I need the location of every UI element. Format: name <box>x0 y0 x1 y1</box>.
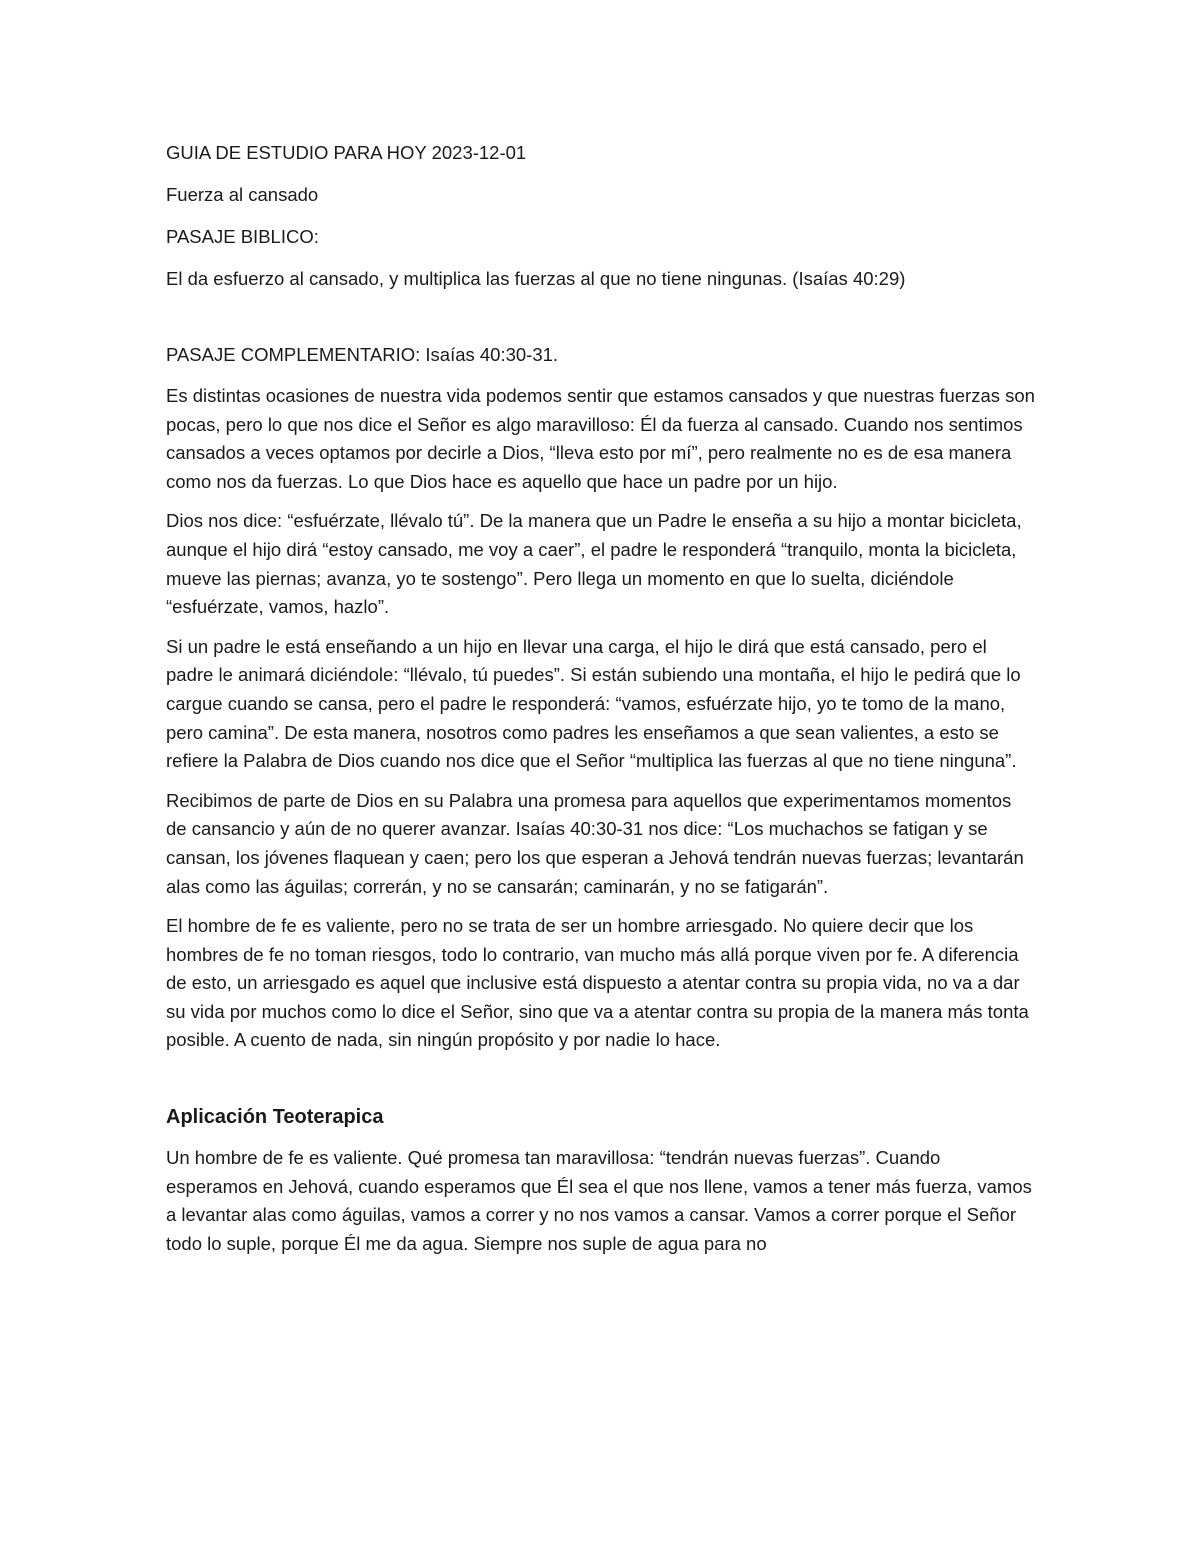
body-paragraph: Es distintas ocasiones de nuestra vida podemos sentir que estamos cansados y que nuestras fuerzas son pocas, pero lo que nos dice el Señor es algo maravilloso: Él da fuerza al cansado. Cuando nos sentimos cansados a veces optamos por decirle a Dios, “lleva esto por mí”, pero realmente no es de esa manera como nos da fuerzas. Lo que Dios hace es aquello que hace un padre por un hijo. <box>166 385 1035 492</box>
body-paragraph: Recibimos de parte de Dios en su Palabra una promesa para aquellos que experimentamos momentos de cansancio y aún de no querer avanzar. Isaías 40:30-31 nos dice: “Los muchachos se fatigan y se cansan, los jóvenes flaquean y caen; pero los que esperan a Jehová tendrán nuevas fuerzas; levantarán alas como las águilas; correrán, y no se cansarán; caminarán, y no se fatigarán”. <box>166 789 1024 897</box>
passage-label: PASAJE BIBLICO: <box>166 226 319 247</box>
body-paragraph: Dios nos dice: “esfuérzate, llévalo tú”. De la manera que un Padre le enseña a su hijo a montar bicicleta, aunque el hijo dirá “estoy cansado, me voy a caer”, el padre le responderá “tranquilo, monta la bicicleta, mueve las piernas; avanza, yo te sostengo”. Pero llega un momento en que lo suelta, diciéndole “esfuérzate, vamos, hazlo”. <box>166 510 1022 618</box>
passage-text: El da esfuerzo al cansado, y multiplica las fuerzas al que no tiene ningunas. (Isaías 40:29) <box>166 268 906 289</box>
document-subtitle: Fuerza al cansado <box>166 184 319 205</box>
blank-line <box>166 306 1036 340</box>
document-page <box>166 138 1036 1269</box>
body-paragraph: El hombre de fe es valiente, pero no se trata de ser un hombre arriesgado. No quiere decir que los hombres de fe no toman riesgos, todo lo contrario, van mucho más allá porque viven por fe. A diferencia de esto, un arriesgado es aquel que inclusive está dispuesto a atentar contra su propia vida, no va a dar su vida por muchos como lo dice el Señor, sino que va a atentar contra su propia de la manera más tonta posible. A cuento de nada, sin ningún propósito y por nadie lo hace. <box>166 915 1029 1051</box>
application-paragraph: Un hombre de fe es valiente. Qué promesa tan maravillosa: “tendrán nuevas fuerzas”. Cuando esperamos en Jehová, cuando esperamos que Él sea el que nos llene, vamos a tener más fuerza, vamos a levantar alas como águilas, vamos a correr y no nos vamos a cansar. Vamos a correr porque el Señor todo lo suple, porque Él me da agua. Siempre nos suple de agua para no <box>166 1147 1032 1254</box>
complementary-passage: PASAJE COMPLEMENTARIO: Isaías 40:30-31. <box>166 344 559 365</box>
application-heading: Aplicación Teoterapica <box>166 1106 384 1129</box>
blank-line <box>166 1066 1036 1102</box>
document-title: GUIA DE ESTUDIO PARA HOY 2023-12-01 <box>166 142 527 163</box>
body-paragraph: Si un padre le está enseñando a un hijo en llevar una carga, el hijo le dirá que está cansado, pero el padre le animará diciéndole: “llévalo, tú puedes”. Si están subiendo una montaña, el hijo le pedirá que lo cargue cuando se cansa, pero el padre le responderá: “vamos, esfuérzate hijo, yo te tomo de la mano, pero camina”. De esta manera, nosotros como padres les enseñamos a que sean valientes, a esto se refiere la Palabra de Dios cuando nos dice que el Señor “multiplica las fuerzas al que no tiene ninguna”. <box>166 635 1021 772</box>
